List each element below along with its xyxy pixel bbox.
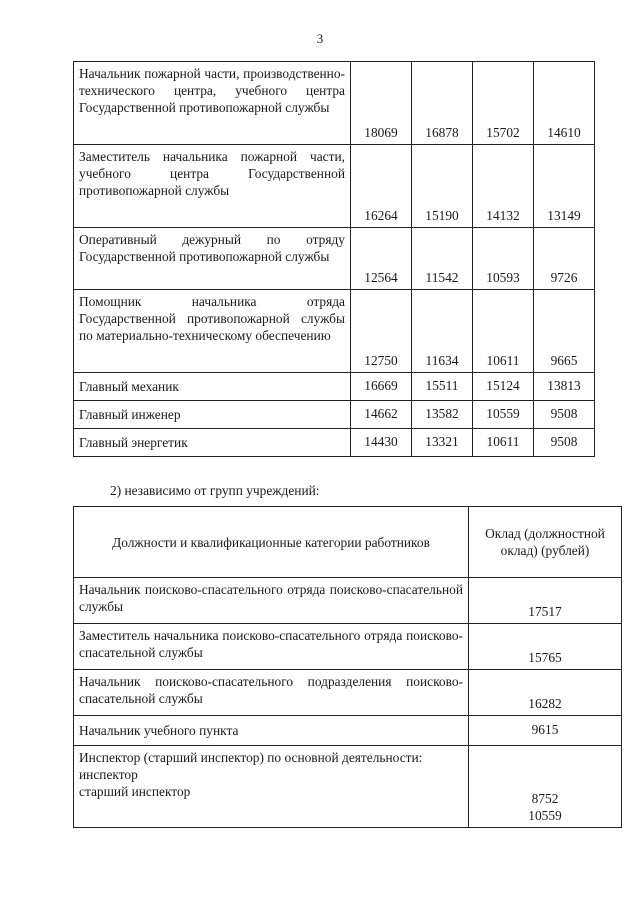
table-row: [74, 429, 595, 457]
position-name-cell: Начальник пожарной части, производственно-технического центра, учебного центра Государственной противопожарной службы: [74, 62, 351, 145]
salary-value-cell: 13813: [534, 373, 595, 401]
column-header-salary: Оклад (должностной оклад) (рублей): [469, 507, 622, 578]
section-2-caption: 2) независимо от групп учреждений:: [110, 483, 320, 498]
salary-value-cell: 11542: [412, 228, 473, 290]
position-name-cell: Заместитель начальника поисково-спасательного отряда поисково-спасательной службы: [74, 624, 469, 670]
table-row: [74, 62, 595, 145]
salary-value-cell: 9615: [469, 716, 622, 746]
salary-value-cell: 14662: [351, 401, 412, 429]
position-name-cell: Начальник учебного пункта: [74, 716, 469, 746]
salary-value-cell: 16878: [412, 62, 473, 145]
position-name-cell: Главный инженер: [74, 401, 351, 429]
salary-value-cell: 15511: [412, 373, 473, 401]
salary-value-cell: 11634: [412, 290, 473, 373]
salary-value-cell: 16669: [351, 373, 412, 401]
salary-value-cell: 9508: [534, 401, 595, 429]
position-name-cell: Главный энергетик: [74, 429, 351, 457]
salary-value-cell: 9665: [534, 290, 595, 373]
table-row: [74, 228, 595, 290]
salary-table-independent: [73, 506, 622, 828]
position-name-cell: [74, 746, 469, 828]
salary-value-cell: 16264: [351, 145, 412, 228]
table-row: [74, 373, 595, 401]
salary-value-cell: 18069: [351, 62, 412, 145]
column-header-position: Должности и квалификационные категории работников: [74, 507, 469, 578]
salary-value-cell: 14610: [534, 62, 595, 145]
inspector-subitem: инспектор: [79, 767, 138, 782]
salary-value-cell: 15702: [473, 62, 534, 145]
salary-value-cell: 9508: [534, 429, 595, 457]
table-row: [74, 401, 595, 429]
salary-value-cell: 12564: [351, 228, 412, 290]
position-name-cell: Помощник начальника отряда Государственной противопожарной службы по материально-техническому обеспечению: [74, 290, 351, 373]
salary-value-cell: 13582: [412, 401, 473, 429]
salary-value-cell: 10611: [473, 429, 534, 457]
salary-value-cell: 14430: [351, 429, 412, 457]
salary-value-cell: 16282: [469, 670, 622, 716]
position-name-cell: Главный механик: [74, 373, 351, 401]
table-row: [74, 145, 595, 228]
inspector-salary-value: 8752: [531, 791, 559, 806]
table-row: [74, 716, 622, 746]
page-number: 3: [316, 31, 324, 46]
salary-value-cell: [469, 746, 622, 828]
salary-value-cell: 17517: [469, 578, 622, 624]
salary-value-cell: 10559: [473, 401, 534, 429]
salary-value-cell: 13321: [412, 429, 473, 457]
position-name-cell: Заместитель начальника пожарной части, учебного центра Государственной противопожарной службы: [74, 145, 351, 228]
inspector-subitem: старший инспектор: [79, 784, 191, 799]
table-row: [74, 670, 622, 716]
table-header-row: [74, 507, 622, 578]
inspector-salary-value: 10559: [528, 808, 562, 823]
position-name-cell: Начальник поисково-спасательного отряда поисково-спасательной службы: [74, 578, 469, 624]
salary-value-cell: 13149: [534, 145, 595, 228]
salary-value-cell: 12750: [351, 290, 412, 373]
salary-value-cell: 15190: [412, 145, 473, 228]
salary-table-by-group: [73, 61, 595, 457]
table-row: [74, 624, 622, 670]
table-row: [74, 578, 622, 624]
salary-value-cell: 14132: [473, 145, 534, 228]
salary-value-cell: 9726: [534, 228, 595, 290]
salary-value-cell: 10611: [473, 290, 534, 373]
position-name-cell: Начальник поисково-спасательного подразделения поисково-спасательной службы: [74, 670, 469, 716]
salary-value-cell: 10593: [473, 228, 534, 290]
table-row: [74, 746, 622, 828]
position-name-cell: Оперативный дежурный по отряду Государственной противопожарной службы: [74, 228, 351, 290]
salary-value-cell: 15124: [473, 373, 534, 401]
salary-value-cell: 15765: [469, 624, 622, 670]
inspector-heading: Инспектор (старший инспектор) по основной деятельности:: [79, 750, 423, 765]
table-row: [74, 290, 595, 373]
